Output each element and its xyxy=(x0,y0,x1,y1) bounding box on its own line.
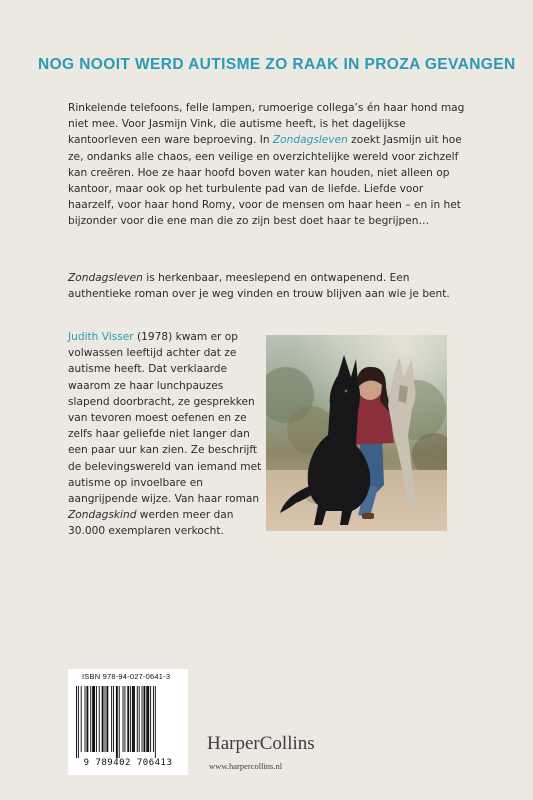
synopsis-paragraph xyxy=(68,100,468,230)
barcode-bar xyxy=(137,686,138,752)
barcode-bar xyxy=(146,686,149,752)
barcode-bars xyxy=(74,686,182,758)
barcode-bar xyxy=(86,686,88,752)
barcode-bar xyxy=(139,686,140,752)
author-photo xyxy=(266,335,447,531)
barcode-bar xyxy=(116,686,118,758)
publisher-url: www.harpercollins.nl xyxy=(209,761,283,771)
barcode-bar xyxy=(99,686,100,752)
barcode-bar xyxy=(106,686,108,752)
barcode-bar xyxy=(111,686,112,752)
book-title-italic: Zondagsleven xyxy=(68,272,143,284)
publisher-logo: HarperCollins xyxy=(207,733,315,754)
barcode-bar xyxy=(123,686,124,752)
author-bio xyxy=(68,329,264,540)
barcode-digits: 9 789402 706413 xyxy=(83,758,173,768)
barcode-bar xyxy=(81,686,82,752)
barcode-bar xyxy=(132,686,135,752)
barcode-bar xyxy=(155,686,156,758)
barcode-bar xyxy=(150,686,151,752)
barcode-bar xyxy=(92,686,95,752)
barcode-bar xyxy=(143,686,145,752)
tagline-paragraph xyxy=(68,270,468,302)
barcode-bar xyxy=(76,686,77,758)
book-title-accent: Zondagsleven xyxy=(272,134,348,147)
bio-text-end: werden meer dan 30.000 exemplaren verkocht. xyxy=(68,509,234,538)
barcode-bar xyxy=(113,686,114,752)
barcode-bar xyxy=(85,686,86,752)
synopsis-text-start: Rinkelende telefoons, felle lampen, rumoerige collega’s én haar hond mag niet mee. Voor Jasmijn Vink, die autisme heeft, is het dagelijkse kantoorleven een ware beproeving. In xyxy=(68,102,465,147)
barcode-bar xyxy=(153,686,154,752)
barcode-bar xyxy=(119,686,120,758)
tagline-text: is herkenbaar, meeslepend en ontwapenend. Een authentieke roman over je weg vinden en trouw blijven aan wie je bent. xyxy=(68,272,450,301)
previous-book-title: Zondagskind xyxy=(68,509,137,522)
barcode-bar xyxy=(96,686,97,752)
barcode-bar xyxy=(90,686,91,752)
barcode-bar xyxy=(102,686,104,752)
barcode-bar xyxy=(142,686,143,752)
author-name: Judith Visser xyxy=(68,331,134,343)
isbn-label: ISBN 978-94-027-0641-3 xyxy=(82,672,171,681)
back-cover-headline: NOG NOOIT WERD AUTISME ZO RAAK IN PROZA GEVANGEN xyxy=(38,56,516,73)
barcode-bar xyxy=(130,686,131,752)
barcode-bar xyxy=(124,686,125,752)
barcode-bar xyxy=(78,686,79,758)
barcode-bar xyxy=(127,686,129,752)
isbn-barcode xyxy=(68,669,188,775)
bio-text-start: (1978) kwam er op volwassen leeftijd achter dat ze autisme heeft. Dat verklaarde waarom ze haar lunchpauzes slapend doorbracht, ze gesprekken van tevoren moest oefenen en ze zelfs haar geliefde niet langer dan een paar uur kan zien. Ze beschrijft de belevingswereld van iemand met autisme op invoelbare en aangrijpende wijze. Van haar roman xyxy=(68,331,262,506)
barcode-bar xyxy=(105,686,106,752)
synopsis-text-end: zoekt Jasmijn uit hoe ze, ondanks alle chaos, een veilige en overzichtelijke wereld voor zichzelf kan creëren. Hoe ze haar hoofd boven water kan houden, niet alleen op kantoor, maar ook op het turbulente pad van de liefde. Liefde voor haarzelf, voor haar hond Romy, voor de mensen om haar heen – en in het bijzonder voor die ene man die zo zijn best doet haar te begrijpen… xyxy=(68,134,462,228)
